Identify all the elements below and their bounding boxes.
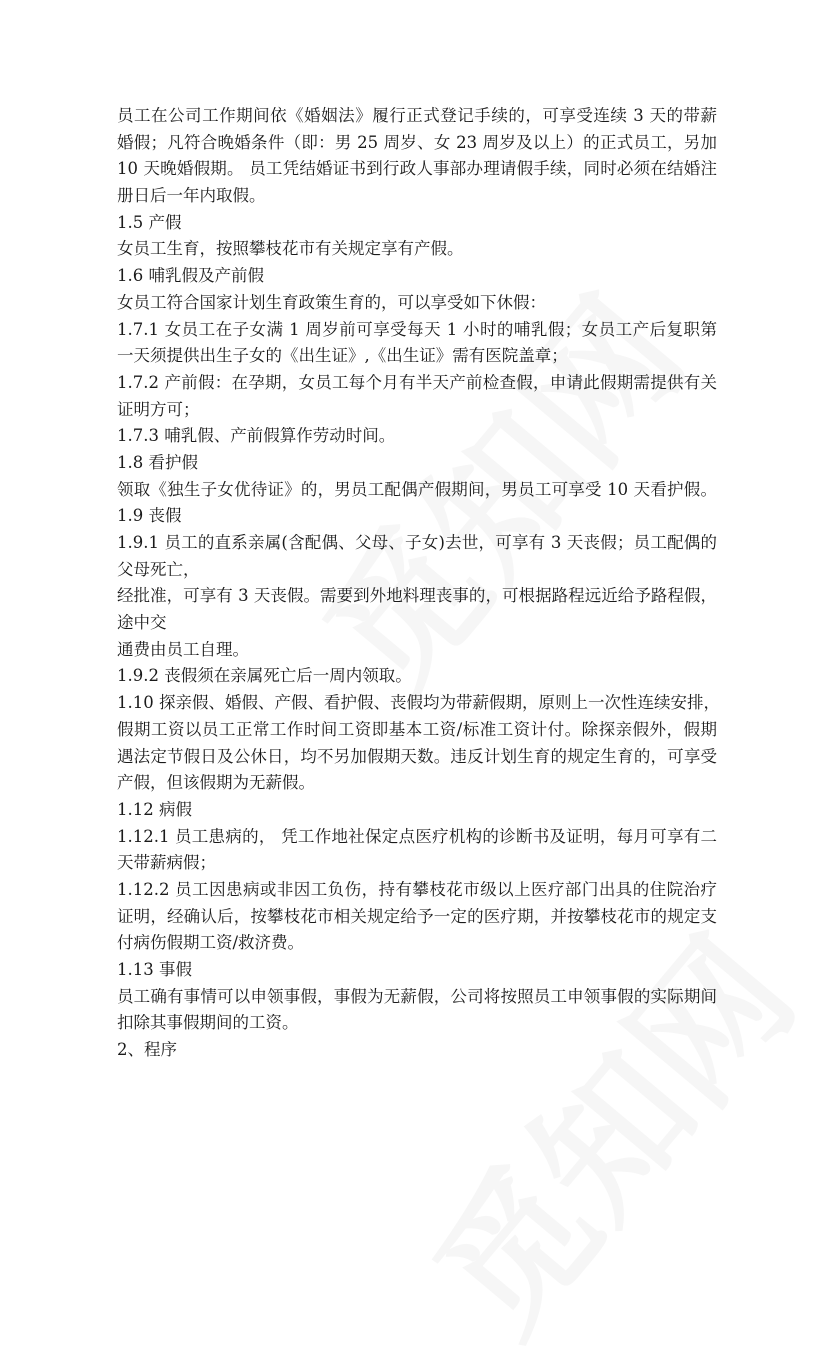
text-line: 1.7.1 女员工在子女满 1 周岁前可享受每天 1 小时的哺乳假；女员工产后复职第 bbox=[117, 319, 717, 339]
text-line: 1.10 探亲假、婚假、产假、看护假、丧假均为带薪假期，原则上一次性连续安排， bbox=[117, 693, 720, 713]
text-line: 领取《独生子女优待证》的，男员工配偶产假期间，男员工可享受 10 天看护假。 bbox=[117, 479, 717, 499]
text-line: 付病伤假期工资/救济费。 bbox=[117, 933, 305, 953]
text-line: 1.9.2 丧假须在亲属死亡后一周内领取。 bbox=[117, 666, 412, 686]
text-line: 10 天晚婚假期。 员工凭结婚证书到行政人事部办理请假手续，同时必须在结婚注 bbox=[117, 159, 717, 179]
text-line: 1.12 病假 bbox=[117, 799, 192, 819]
text-line: 父母死亡， bbox=[117, 559, 200, 579]
text-line: 女员工符合国家计划生育政策生育的，可以享受如下休假： bbox=[117, 292, 546, 312]
text-line: 1.9.1 员工的直系亲属(含配偶、父母、子女)去世，可享有 3 天丧假；员工配偶的 bbox=[117, 533, 717, 552]
text-line: 1.7.3 哺乳假、产前假算作劳动时间。 bbox=[117, 426, 396, 446]
text-line: 一天须提供出生子女的《出生证》,《出生证》需有医院盖章； bbox=[117, 346, 568, 366]
text-line: 2、程序 bbox=[117, 1040, 177, 1060]
text-line: 1.12.2 员工因患病或非因工负伤，持有攀枝花市级以上医疗部门出具的住院治疗 bbox=[117, 879, 717, 899]
text-line: 1.7.2 产前假：在孕期，女员工每个月有半天产前检查假，申请此假期需提供有关 bbox=[117, 372, 717, 392]
text-line: 扣除其事假期间的工资。 bbox=[117, 1013, 299, 1033]
text-line: 员工在公司工作期间依《婚姻法》履行正式登记手续的，可享受连续 3 天的带薪 bbox=[117, 106, 717, 125]
text-line: 假期工资以员工正常工作时间工资即基本工资/标准工资计付。除探亲假外，假期 bbox=[117, 719, 717, 739]
text-line: 途中交 bbox=[117, 613, 167, 633]
text-line: 证明，经确认后，按攀枝花市相关规定给予一定的医疗期，并按攀枝花市的规定支 bbox=[117, 906, 717, 926]
text-line: 册日后一年内取假。 bbox=[117, 186, 266, 206]
text-line: 员工确有事情可以申领事假，事假为无薪假，公司将按照员工申领事假的实际期间 bbox=[117, 986, 717, 1006]
text-line: 1.5 产假 bbox=[117, 212, 182, 232]
text-line: 1.6 哺乳假及产前假 bbox=[117, 266, 264, 286]
text-line: 通费由员工自理。 bbox=[117, 639, 249, 659]
text-line: 婚假；凡符合晚婚条件（即：男 25 周岁、女 23 周岁及以上）的正式员工，另加 bbox=[117, 132, 717, 152]
text-line: 1.13 事假 bbox=[117, 960, 192, 979]
text-line: 1.12.1 员工患病的， 凭工作地社保定点医疗机构的诊断书及证明，每月可享有二 bbox=[117, 826, 717, 846]
text-line: 天带薪病假； bbox=[117, 853, 216, 873]
document-body bbox=[117, 103, 720, 1064]
text-line: 1.9 丧假 bbox=[117, 506, 182, 526]
text-line: 经批准，可享有 3 天丧假。需要到外地料理丧事的，可根据路程远近给予路程假， bbox=[117, 586, 717, 606]
text-line: 证明方可； bbox=[117, 399, 200, 419]
text-line: 产假，但该假期为无薪假。 bbox=[117, 773, 315, 793]
text-line: 1.8 看护假 bbox=[117, 452, 198, 472]
text-line: 女员工生育，按照攀枝花市有关规定享有产假。 bbox=[117, 239, 464, 259]
text-line: 遇法定节假日及公休日，均不另加假期天数。违反计划生育的规定生育的，可享受 bbox=[117, 746, 717, 766]
